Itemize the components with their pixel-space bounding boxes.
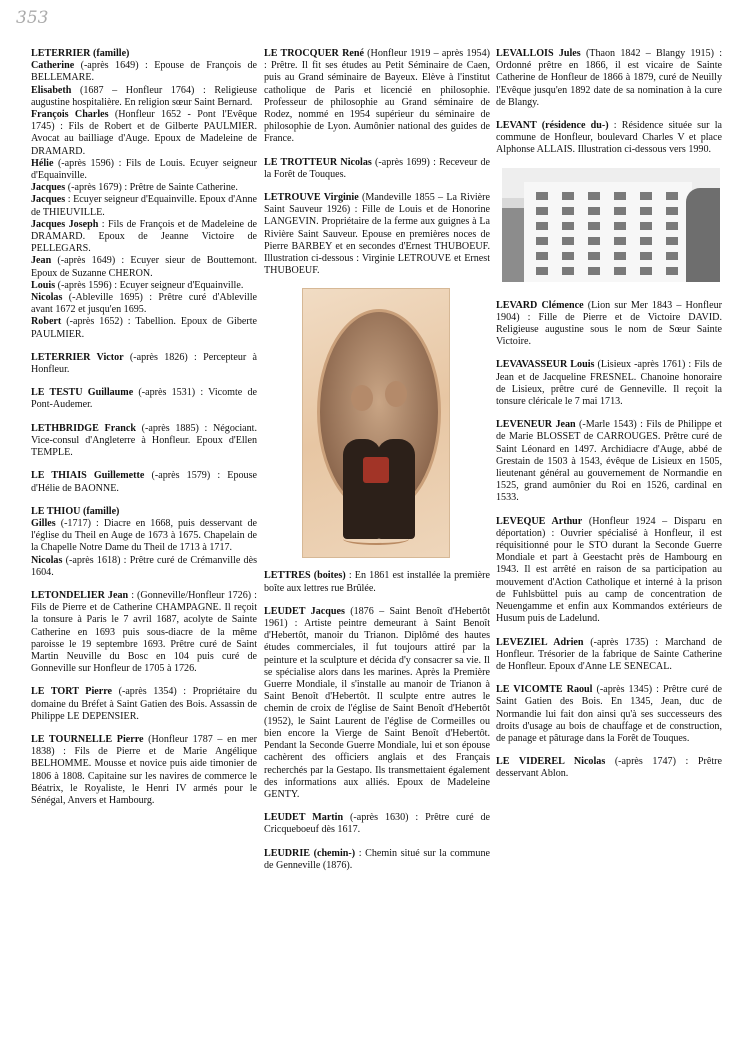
entry-headword: Catherine — [31, 60, 75, 72]
entry-headword: LETTRES (boites) — [264, 570, 346, 582]
entry-headword: LEVEQUE Arthur — [496, 515, 583, 527]
entry-text: (-après 1826) : Percepteur à Honfleur. — [31, 351, 258, 376]
entry-line — [496, 300, 722, 349]
entry-headword: LEVALLOIS Jules — [496, 48, 581, 59]
entry-text: : En 1861 est installée la première boîte aux lettres rue Brûlée. — [264, 570, 490, 594]
entry-headword: LETONDELIER Jean — [31, 589, 129, 601]
entry-line — [496, 756, 722, 780]
building-photo — [502, 168, 720, 282]
column-2 — [264, 48, 490, 883]
entry-line — [31, 109, 257, 158]
entry-headword: LE TROCQUER René — [264, 48, 364, 59]
entry-text: (-après 1596) : Ecuyer seigneur d'Equainville. — [55, 279, 244, 291]
entry-line — [264, 812, 490, 836]
entry-text: : Ecuyer seigneur d'Equainville. Epoux d'Anne de THIEUVILLE. — [31, 194, 257, 218]
entry-headword: LEUDET Jacques — [264, 605, 345, 617]
dictionary-entry — [496, 756, 722, 780]
entry-headword: Hélie — [31, 157, 54, 169]
entry-line — [31, 316, 257, 340]
column-3 — [496, 48, 722, 792]
entry-headword: Jacques — [31, 194, 66, 206]
entry-text: (Honfleur 1924 – Disparu en déportation) : Ouvrier spécialisé à Honfleur, il est réquisitionné pour le STO durant la Seconde Guerre Mondiale et part à Geestacht près de Hambourg en 1943. Il est arrêté en raison de sa participation au mouvement d'Action Catholique et interné à la prison de Fuhlsbüttel puis au camp de concentration de Neuengamme et enfin aux Kommandos extérieurs de Husum puis de Ladelund. — [496, 515, 722, 625]
entry-headword: LE TROTTEUR Nicolas — [264, 156, 372, 168]
entry-text: (-après 1735) : Marchand de Honfleur. Trésorier de la fabrique de Sainte Catherine de Honfleur. Epoux d'Anne LE SENECAL. — [496, 636, 722, 672]
entry-line — [496, 359, 722, 408]
entry-text: (-après 1649) : Ecuyer sieur de Bouttemont. Epoux de Suzanne CHERON. — [31, 255, 257, 279]
entry-headword: LEVARD Clémence — [496, 299, 584, 311]
entry-text: : (Gonneville/Honfleur 1726) : Fils de Pierre et de Catherine CHAMPAGNE. Il reçoit la tonsure à Paris le 7 avril 1687, acolyte de Sainte Catherine en 1693 puis sous-diacre de la même paroisse le 19 septembre 1693. Prêtre curé de Saint Martin Neuville du Bosc en 104 puis curé de Gonneville sur Honfleur de 1705 à 1726. — [31, 589, 257, 675]
entry-headword: LEVANT (résidence du-) — [496, 120, 609, 132]
entry-line — [264, 48, 490, 146]
dictionary-entry — [264, 48, 490, 146]
entry-text: (Thaon 1842 – Blangy 1915) : Ordonné prêtre en 1866, il est vicaire de Sainte Catherine de Honfleur de 1866 à 1879, curé de Neuilly l'Evêque jusqu'en 1892 date de sa nomination à la cure de Blangy. — [496, 48, 722, 108]
dictionary-entry — [31, 506, 257, 579]
dictionary-entry — [264, 812, 490, 836]
dictionary-entry — [31, 48, 257, 341]
page-number: 353 — [16, 8, 49, 28]
entry-headword: LEUDET Martin — [264, 812, 344, 824]
entry-line — [496, 516, 722, 626]
entry-text: (-après 1354) : Propriétaire du domaine du Bréfet à Saint Gatien des Bois. Assassin de Philippe LE DEPENSIER. — [31, 686, 257, 722]
entry-headword: LE TORT Pierre — [31, 686, 113, 698]
dictionary-entry — [264, 192, 490, 277]
entry-headword: LE TESTU Guillaume — [31, 387, 134, 399]
entry-headword: Louis — [31, 279, 56, 291]
entry-headword: Elisabeth — [31, 84, 72, 96]
entry-headword: Jean — [31, 255, 52, 267]
entry-headword: LE VICOMTE Raoul — [496, 684, 593, 696]
entry-headword: Nicolas — [31, 292, 63, 304]
entry-line — [31, 219, 257, 256]
entry-text: (-après 1630) : Prêtre curé de Cricqueboeuf dès 1617. — [264, 812, 490, 836]
entry-line — [31, 686, 257, 723]
entry-headword: LEVAVASSEUR Louis — [496, 359, 595, 371]
dictionary-entry — [496, 359, 722, 408]
entry-headword: LETROUVE Virginie — [264, 192, 359, 204]
entry-line — [496, 637, 722, 674]
entry-line — [31, 158, 257, 182]
entry-headword: Gilles — [31, 517, 56, 529]
entry-line — [496, 419, 722, 504]
entry-headword: LEVEZIEL Adrien — [496, 636, 584, 648]
dictionary-entry — [31, 352, 257, 376]
entry-line — [496, 48, 722, 109]
dictionary-entry — [496, 516, 722, 626]
entry-text: : Chemin situé sur la commune de Genneville (1876). — [264, 847, 490, 871]
entry-line — [31, 470, 257, 494]
entry-text: (Lisieux -après 1761) : Fils de Jean et de Jacqueline FRESNEL. Chanoine honoraire de Lisieux, prêtre curé de Genneville. Il reçoit la tonsure cléricale le 7 mai 1713. — [496, 359, 722, 408]
entry-line — [31, 182, 257, 194]
entry-line — [31, 423, 257, 460]
dictionary-entry — [264, 606, 490, 801]
entry-text: (1876 – Saint Benoît d'Hebertôt 1961) : Artiste peintre demeurant à Saint Benoît d'Hebertôt, manoir du Trianon. Diplômé des hautes études commerciales, il fut toujours attiré par la peinture et la sculpture et décida d'y consacrer sa vie. Il se spécialise alors dans les marines. Après la Première Guerre Mondiale, il s'installe au manoir de Trianon à Saint Benoît d'Hebertôt. Il sculpte entre autres le chemin de croix de l'église de Saint Benoît d'Hebertôt (1952), le Saint Laurent de l'église de Cormeilles ou bien encore la Vierge de Saint Benoît d'Hebertôt. Pendant la Seconde Guerre Mondiale, lui et son épouse cachèrent des officiers anglais et des Français recherchés par la Gestapo. Ils transmettaient également des informations aux alliés. Epoux de Madeleine GENTY. — [264, 605, 490, 800]
entry-text: (-après 1699) : Receveur de la Forêt de Touques. — [264, 156, 490, 180]
entry-headword: LETERRIER Victor — [31, 351, 124, 363]
column-1 — [31, 48, 257, 818]
entry-text: (-après 1596) : Fils de Louis. Ecuyer seigneur d'Equainville. — [31, 157, 257, 182]
entry-headword: LE VIDEREL Nicolas — [496, 756, 606, 768]
entry-text: (-après 1618) : Prêtre curé de Crémanville dès 1604. — [31, 554, 257, 578]
entry-headword: LE THIAIS Guillemette — [31, 470, 145, 482]
entry-headword: Robert — [31, 316, 62, 328]
dictionary-entry — [31, 470, 257, 494]
entry-text: (Mandeville 1855 – La Rivière Saint Sauveur 1926) : Fille de Louis et de Honorine LANGEVIN. Propriétaire de la ferme aux guignes à La Rivière Saint Sauveur. Epouse en premières noces de Pierre BARBEY et en secondes d'Ernest THUBOEUF. Illustration ci-dessous : Virginie LETROUVE et Ernest THUBOEUF. — [264, 192, 490, 277]
entry-text: (-après 1885) : Négociant. Vice-consul d'Angleterre à Honfleur. Epoux d'Ellen TEMPLE. — [31, 422, 258, 459]
entry-line — [264, 848, 490, 872]
entry-text: (-après 1345) : Prêtre curé de Saint Gatien des Bois. En 1345, Jean, duc de Normandie lui fait don ainsi qu'à ses successeurs des droits d'usage au bois de chauffage et de construction, de panage et pâturage dans la Forêt de Touques. — [496, 684, 722, 744]
dictionary-entry — [31, 590, 257, 675]
entry-headword: François Charles — [31, 109, 109, 121]
entry-headword: LE TOURNELLE Pierre — [31, 733, 144, 745]
entry-line — [31, 194, 257, 218]
entry-text: (-après 1679) : Prêtre de Sainte Catherine. — [65, 182, 238, 194]
dictionary-entry — [264, 570, 490, 594]
entry-line — [264, 157, 490, 181]
entry-line — [496, 120, 722, 157]
entry-text: (Honfleur 1787 – en mer 1838) : Fils de Pierre et de Marie Angélique BELHOMME. Mousse et novice puis aide timonier de 1806 à 1808. Capitaine sur les navires de commerce le Béatrix, le Royaliste, le Henri IV armés pour le Sénégal, Anvers et Hambourg. — [31, 733, 257, 806]
entry-text: : Résidence située sur la commune de Honfleur, boulevard Charles V et place Alphonse ALLAIS. Illustration ci-dessous vers 1990. — [496, 120, 722, 156]
entry-headword: Jacques — [31, 182, 66, 194]
entry-line — [31, 292, 257, 316]
entry-text: (Honfleur 1919 – après 1954) : Prêtre. Il fit ses études au Petit Séminaire de Caen, puis au Grand séminaire de Bayeux. Elève à l'institut catholique de Paris et licencié en philosophie. Professeur de philosophie au Grand séminaire de Rodez, nommé en 1954 supérieur du séminaire de philosophie de Lyon. Aumônier national des guides de France. — [264, 48, 490, 145]
dictionary-entry — [496, 419, 722, 504]
dictionary-entry — [496, 120, 722, 157]
entry-line — [31, 734, 257, 807]
entry-line — [264, 570, 490, 594]
dictionary-entry — [264, 157, 490, 181]
entry-headword: LETERRIER (famille) — [31, 48, 130, 59]
entry-headword: LE THIOU (famille) — [31, 505, 120, 517]
entry-line — [31, 555, 257, 579]
entry-text: (-1717) : Diacre en 1668, puis desservant de l'église du Theil en Auge de 1673 à 1675. Chapelain de la Chapelle Notre Dame du Theil de 1713 à 1717. — [31, 517, 257, 554]
entry-line — [264, 192, 490, 277]
entry-headword: Nicolas — [31, 554, 63, 566]
dictionary-entry — [264, 848, 490, 872]
entry-line — [31, 48, 257, 60]
entry-headword: LEUDRIE (chemin-) — [264, 847, 356, 859]
entry-line — [31, 60, 257, 84]
entry-line — [31, 506, 257, 518]
entry-line — [496, 684, 722, 745]
entry-line — [31, 255, 257, 279]
entry-line — [31, 590, 257, 675]
dictionary-entry — [496, 684, 722, 745]
entry-text: (-Marle 1543) : Fils de Philippe et de Marie BLOSSET de CARROUGES. Prêtre curé de Saint Léonard en 1497. Archidiacre d'Auge, abbé de Grestain de 1503 à 1543, évêque de Lisieux en 1505, lieutenant général au gouvernement de Normandie en 1525, grand aumônier du Roi en 1526, cardinal en 1533. — [496, 419, 722, 504]
entry-line — [31, 518, 257, 555]
dictionary-entry — [31, 387, 257, 411]
entry-text: (1687 – Honfleur 1764) : Religieuse augustine hospitalière. En religion sœur Saint Bernard. — [31, 84, 257, 108]
entry-text: (-après 1531) : Vicomte de Pont-Audemer. — [31, 387, 257, 411]
dictionary-entry — [31, 686, 257, 723]
entry-line — [31, 280, 257, 292]
dictionary-entry — [496, 637, 722, 674]
entry-line — [264, 606, 490, 801]
entry-text: (Lion sur Mer 1843 – Honfleur 1904) : Fille de Pierre et de Victoire DAVID. Religieuse augustine sous le nom de Sœur Sainte Victoire. — [496, 299, 722, 348]
entry-text: (Honfleur 1652 - Pont l'Evêque 1745) : Fils de Robert et de Gilberte PAULMIER. Avocat au bailliage d'Auge. Epoux de Madeleine de DRAMARD. — [31, 109, 257, 157]
entry-headword: LEVENEUR Jean — [496, 419, 576, 431]
entry-text: (-après 1747) : Prêtre desservant Ablon. — [496, 756, 722, 780]
entry-line — [31, 387, 257, 411]
entry-text: (-après 1579) : Epouse d'Hélie de BAONNE. — [31, 470, 257, 494]
entry-text: (-après 1649) : Epouse de François de BELLEMARE. — [31, 60, 257, 84]
entry-text: (-Ableville 1695) : Prêtre curé d'Ableville avant 1672 et jusqu'en 1695. — [31, 292, 257, 316]
portrait-photo — [302, 288, 450, 558]
entry-headword: Jacques Joseph — [31, 218, 99, 230]
entry-headword: LETHBRIDGE Franck — [31, 422, 136, 434]
entry-line — [31, 85, 257, 109]
dictionary-entry — [496, 300, 722, 349]
dictionary-entry — [31, 423, 257, 460]
dictionary-entry — [496, 48, 722, 109]
entry-text: (-après 1652) : Tabellion. Epoux de Giberte PAULMIER. — [31, 316, 257, 340]
dictionary-entry — [31, 734, 257, 807]
entry-text: : Fils de François et de Madeleine de DRAMARD. Epoux de Jeanne Victoire de PELLEGARS. — [31, 218, 257, 255]
entry-line — [31, 352, 257, 376]
